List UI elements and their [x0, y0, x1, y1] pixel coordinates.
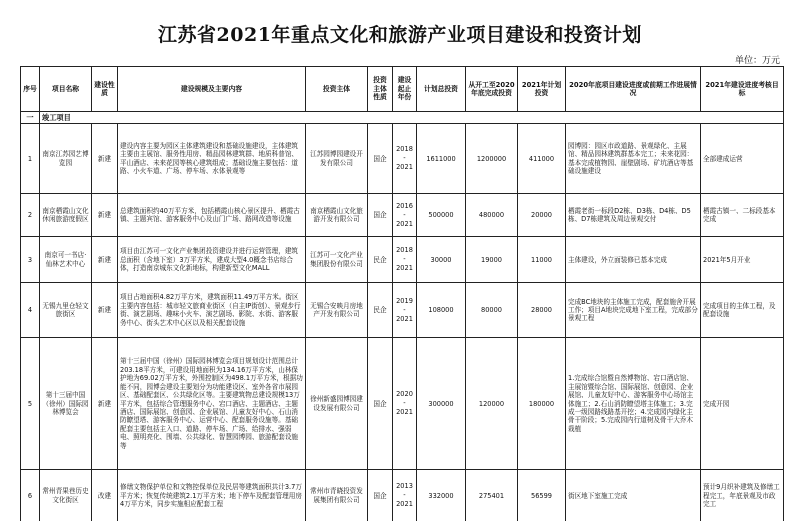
header-seq: 序号 [21, 67, 40, 112]
cell-nature: 新建 [92, 194, 118, 237]
cell-owner: 无锡合安映月房地产开发有限公司 [306, 283, 368, 338]
cell-name: 南京可一书店·仙林艺术中心 [40, 237, 92, 283]
cell-seq: 5 [21, 338, 40, 470]
investment-plan-table [20, 66, 784, 521]
header-total: 计划总投资 [417, 67, 466, 112]
header-years: 建设起止年份 [393, 67, 417, 112]
cell-before: 80000 [466, 283, 518, 338]
cell-owner-nature: 国企 [368, 470, 393, 521]
section-number: 一 [21, 112, 40, 124]
cell-owner-nature: 国企 [368, 194, 393, 237]
cell-years [393, 237, 417, 283]
cell-plan2021: 56599 [518, 470, 566, 521]
header-nature: 建设性质 [92, 67, 118, 112]
cell-plan2021: 28000 [518, 283, 566, 338]
cell-goal: 栖霞古镇一、二标段基本完成 [701, 194, 784, 237]
header-progress2020: 2020年底项目建设进度或前期工作进展情况 [566, 67, 701, 112]
cell-owner: 南京栖霞山文化旅游开发有限公司 [306, 194, 368, 237]
cell-progress: 街区地下室施工完成 [566, 470, 701, 521]
start-year: 2019 [396, 296, 413, 305]
end-year: 2021 [396, 163, 413, 172]
cell-goal: 全部建成运营 [701, 124, 784, 194]
year-dash: - [403, 154, 406, 163]
table-row [21, 338, 784, 470]
cell-scope: 建设内容主要为园区主体建筑建设和基础设施建设，主体建筑主要由主展馆、服务性用房、精品园林建筑群、地质科普馆、平山酒店、未来花园等核心建筑组成；基础设施主要包括：道路、小火车道、广场、停车场、水体景观等 [118, 124, 306, 194]
cell-scope: 项目由江苏可一文化产业集团投资建设并进行运营管理，建筑总面积（含地下室）3万平方米，建成大型4.0概念书店综合体，打造南京城东文化新地标，构建新型文化MALL [118, 237, 306, 283]
cell-seq: 4 [21, 283, 40, 338]
cell-years [393, 124, 417, 194]
header-owner-nature: 投资主体性质 [368, 67, 393, 112]
unit-label: 单位：万元 [734, 56, 780, 66]
cell-before: 1200000 [466, 124, 518, 194]
header-name: 项目名称 [40, 67, 92, 112]
cell-progress: 主体建设，外立面装修已基本完成 [566, 237, 701, 283]
year-dash: - [403, 305, 406, 314]
cell-owner: 江苏可一文化产业集团股份有限公司 [306, 237, 368, 283]
cell-total: 332000 [417, 470, 466, 521]
cell-scope: 第十三届中国（徐州）国际园林博览会项目规划设计范围总计203.18平方米，可建设用地面积为134.16万平方米，山林保护地为69.02万平方米，外围控制区为498.1万平方米，根据功能不同，园博会建设主要划分为功能建设区、室外各省市展园区、基础配套区、公共绿化区等。主要建筑物总建设规模13万平方米，包括综合管理服务中心、宕口酒店、主题酒店、主题酒店、国际展馆、创意园、企业展馆、儿童友好中心、石山消防瞭望塔、游客服务中心、运营中心、配套服务设施等。基础配套主要包括主入口、道路、停车场、广场、给排水、强弱电、照明亮化、围墙、公共绿化、智慧园博园、旅游配套设施等 [118, 338, 306, 470]
cell-nature: 新建 [92, 338, 118, 470]
cell-owner-nature: 民企 [368, 237, 393, 283]
start-year: 2018 [396, 246, 413, 255]
cell-total: 30000 [417, 237, 466, 283]
end-year: 2021 [396, 314, 413, 323]
cell-before: 275401 [466, 470, 518, 521]
cell-years [393, 194, 417, 237]
cell-nature: 新建 [92, 237, 118, 283]
start-year: 2020 [396, 390, 413, 399]
cell-years [393, 338, 417, 470]
cell-nature: 改建 [92, 470, 118, 521]
cell-total: 108000 [417, 283, 466, 338]
end-year: 2021 [396, 219, 413, 228]
end-year: 2021 [396, 500, 413, 509]
cell-goal: 完成项目的主体工程，及配套设施 [701, 283, 784, 338]
cell-scope: 项目占地面积4.82万平方米，建筑面积11.49万平方米。街区主要内容包括：城市轻文旅商业街区（自主IP街创）、景观步行街、演艺剧场、趣味小火车、演艺剧场、影院、水街、游客服务中心、街头艺术中心区以及相关配套设施 [118, 283, 306, 338]
cell-total: 500000 [417, 194, 466, 237]
cell-owner: 常州市青晓投资发展集团有限公司 [306, 470, 368, 521]
table-row [21, 470, 784, 521]
cell-name: 常州青果巷历史文化街区 [40, 470, 92, 521]
year-dash: - [403, 210, 406, 219]
cell-total: 300000 [417, 338, 466, 470]
cell-progress: 园博园：园区市政道路、景观绿化、主展馆、精品园林建筑群基本完工；未来花园：基本完成植物园、崖壁剧场、矿坑酒店等基础设施建设 [566, 124, 701, 194]
cell-plan2021: 11000 [518, 237, 566, 283]
section-row [21, 112, 784, 124]
cell-name: 南京栖霞山文化休闲旅游度假区 [40, 194, 92, 237]
cell-progress: 1.完成综合馆暨自然博物馆、宕口酒店馆、主展馆暨综合馆、国际展馆、创意园、企业展馆、儿童友好中心、游客服务中心场馆主体施工；2.石山消防瞭望塔主体施工；3.完成一级园路线路基开挖；4.完成园内绿化主骨干阶段；5.完成园内行道树及骨干大乔木栽植 [566, 338, 701, 470]
header-owner: 投资主体 [306, 67, 368, 112]
cell-owner-nature: 国企 [368, 338, 393, 470]
cell-nature: 新建 [92, 283, 118, 338]
year-dash: - [403, 255, 406, 264]
page-title: 江苏省2021年重点文化和旅游产业项目建设和投资计划 [158, 24, 642, 46]
table-row [21, 194, 784, 237]
cell-before: 120000 [466, 338, 518, 470]
end-year: 2021 [396, 408, 413, 417]
cell-before: 19000 [466, 237, 518, 283]
start-year: 2016 [396, 201, 413, 210]
cell-owner: 徐州新盛园博园建设发展有限公司 [306, 338, 368, 470]
cell-scope: 总建筑面积约40万平方米，包括栖霞山核心景区提升、栖霞古镇、主题宾馆、游客服务中心及山门广场、路网改造等设施 [118, 194, 306, 237]
cell-plan2021: 20000 [518, 194, 566, 237]
cell-owner: 江苏园博园建设开发有限公司 [306, 124, 368, 194]
header-before: 从开工至2020年底完成投资 [466, 67, 518, 112]
cell-goal: 完成开园 [701, 338, 784, 470]
cell-name: 无锡九里仓轻文旅街区 [40, 283, 92, 338]
cell-goal: 预计9月织补建筑及修缮工程完工，年底景观及市政完工 [701, 470, 784, 521]
cell-seq: 3 [21, 237, 40, 283]
cell-progress: 栖霞老街一标段D2栋、D3栋、D4栋、D5栋、D7栋建筑及周边景观交付 [566, 194, 701, 237]
cell-plan2021: 180000 [518, 338, 566, 470]
cell-years [393, 283, 417, 338]
cell-plan2021: 411000 [518, 124, 566, 194]
cell-progress: 完成BC地块的主体施工完成，配套施舍开展工作；项目A地块完成地下室工程，完成部分景观工程 [566, 283, 701, 338]
table-row [21, 237, 784, 283]
year-dash: - [403, 399, 406, 408]
cell-name: 第十三届中国（徐州）国际园林博览会 [40, 338, 92, 470]
start-year: 2018 [396, 145, 413, 154]
end-year: 2021 [396, 264, 413, 273]
section-label: 竣工项目 [40, 112, 784, 124]
header-goal2021: 2021年建设进度考核目标 [701, 67, 784, 112]
header-row [21, 67, 784, 112]
cell-scope: 修缮文物保护单位和文物控保单位及民居等建筑面积共计3.7万平方米；恢复传统建筑2.1万平方米；地下停车及配套管理用房4万平方米，同步实施相应配套工程 [118, 470, 306, 521]
cell-owner-nature: 国企 [368, 124, 393, 194]
cell-total: 1611000 [417, 124, 466, 194]
cell-owner-nature: 民企 [368, 283, 393, 338]
cell-seq: 6 [21, 470, 40, 521]
header-plan2021: 2021年计划投资 [518, 67, 566, 112]
header-scope: 建设规模及主要内容 [118, 67, 306, 112]
cell-before: 480000 [466, 194, 518, 237]
cell-seq: 2 [21, 194, 40, 237]
cell-nature: 新建 [92, 124, 118, 194]
table-row [21, 283, 784, 338]
cell-goal: 2021年5月开业 [701, 237, 784, 283]
cell-years [393, 470, 417, 521]
start-year: 2013 [396, 482, 413, 491]
table-row [21, 124, 784, 194]
cell-seq: 1 [21, 124, 40, 194]
cell-name: 南京江苏园艺博览园 [40, 124, 92, 194]
year-dash: - [403, 491, 406, 500]
